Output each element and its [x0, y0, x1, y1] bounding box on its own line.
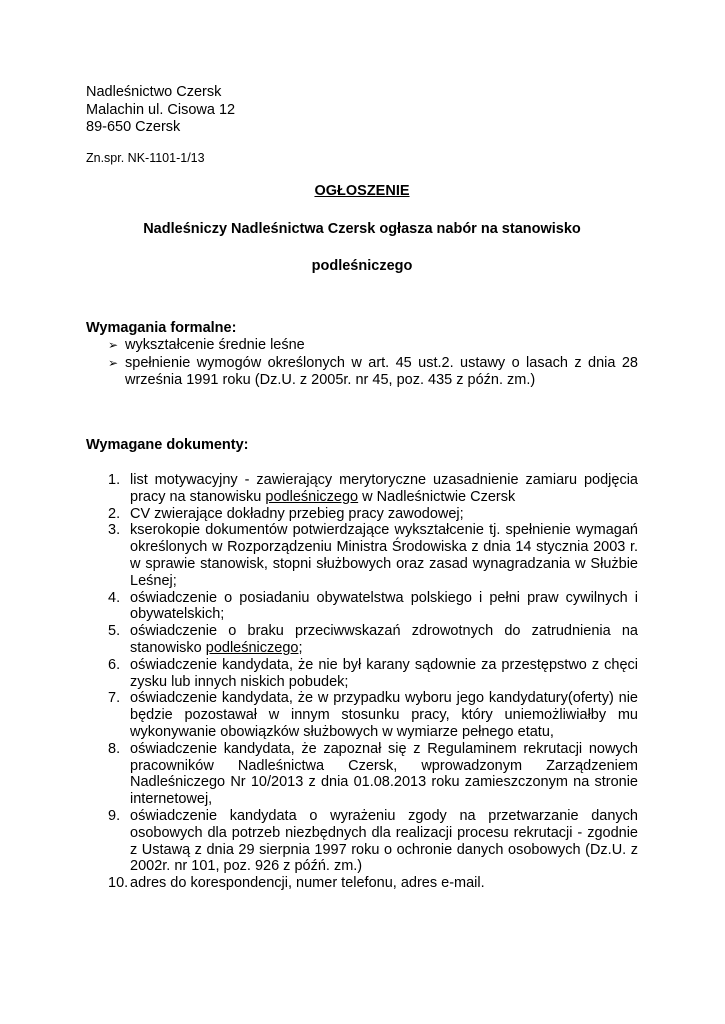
address-line-1: Nadleśnictwo Czersk [86, 84, 222, 100]
arrow-bullet-icon: ➢ [108, 338, 119, 352]
list-item [108, 690, 638, 740]
requirement-text: spełnienie wymogów określonych w art. 45 ust.2. ustawy o lasach z dnia 28 września 1991 roku (Dz.U. z 2005r. nr 45, poz. 435 z późn. zm.) [125, 354, 638, 388]
list-item [108, 808, 638, 875]
item-text: oświadczenie kandydata, że zapoznał się z Regulaminem rekrutacji nowych pracowników Nadleśnictwa Czersk, wprowadzonym Zarządzeniem Nadleśniczego Nr 10/2013 z dnia 01.08.2013 roku zamieszczonym na stronie internetowej, [130, 740, 638, 808]
address-line-2: Malachin ul. Cisowa 12 [86, 101, 236, 118]
item-text: CV zwierające dokładny przebieg pracy zawodowej; [130, 505, 464, 522]
announcement-subtitle-line-2: podleśniczego [311, 258, 413, 274]
item-number: 3. [108, 522, 121, 539]
list-item [108, 657, 638, 691]
item-text: kserokopie dokumentów potwierdzające wykształcenie tj. spełnienie wymagań określonych w Rozporządzeniu Ministra Środowiska z dnia 14 stycznia 2003 r. w sprawie stanowisk, stopni służbowych oraz zasad wynagradzania w Służbie Leśnej; [130, 522, 638, 589]
requirement-text: wykształcenie średnie leśne [125, 337, 305, 353]
item-text: oświadczenie kandydata o wyrażeniu zgody na przetwarzanie danych osobowych dla potrzeb niezbędnych dla realizacji procesu rekrutacji - zgodnie z Ustawą z dnia 29 sierpnia 1997 roku o ochronie danych osobowych (Dz.U. z 2002r. nr 101, poz. 926 z późń. zm.) [130, 807, 638, 875]
item-number: 1. [108, 472, 121, 488]
item-text: oświadczenie kandydata, że w przypadku wyboru jego kandydatury(oferty) nie będzie pozostawał w innym stosunku pracy, który uniemożliwiałby mu wykonywanie obowiązków służbowych w wymiarze pełnego etatu, [130, 690, 638, 740]
list-item [108, 623, 638, 657]
list-item [108, 506, 638, 523]
formal-requirements-list [108, 337, 638, 390]
document-title: OGŁOSZENIE [314, 183, 410, 199]
reference-number: Zn.spr. NK-1101-1/13 [86, 151, 205, 165]
item-text-end: w Nadleśnictwie Czersk [358, 488, 516, 505]
address-line-3: 89-650 Czersk [86, 119, 181, 135]
sender-address [86, 84, 235, 137]
required-documents-list [108, 472, 638, 892]
required-documents-heading: Wymagane dokumenty: [86, 437, 249, 453]
item-number: 2. [108, 505, 121, 522]
item-number: 4. [108, 589, 121, 606]
item-number: 7. [108, 690, 121, 707]
item-text: oświadczenie o posiadaniu obywatelstwa polskiego i pełni praw cywilnych i obywatelskich; [130, 589, 638, 623]
item-text: adres do korespondencji, numer telefonu, adres e-mail. [130, 875, 485, 892]
list-item [108, 522, 638, 589]
list-item [108, 875, 638, 892]
formal-requirements-heading: Wymagania formalne: [86, 320, 237, 336]
list-item [108, 472, 638, 506]
item-number: 5. [108, 623, 121, 640]
item-underlined-text: podleśniczego [265, 488, 359, 505]
item-text: oświadczenie o braku przeciwwskazań zdrowotnych do zatrudnienia na stanowisko [130, 623, 638, 656]
item-underlined-text: podleśniczego [205, 639, 299, 656]
item-number: 8. [108, 740, 121, 757]
announcement-subtitle-line-1: Nadleśniczy Nadleśnictwa Czersk ogłasza nabór na stanowisko [143, 221, 581, 237]
list-item [108, 590, 638, 624]
item-text-end: ; [298, 639, 303, 656]
list-item [108, 355, 638, 390]
arrow-bullet-icon: ➢ [108, 355, 119, 370]
item-text: oświadczenie kandydata, że nie był karany sądownie za przestępstwo z chęci zysku lub innych niskich pobudek; [130, 656, 638, 690]
list-item [108, 741, 638, 808]
item-number: 6. [108, 656, 121, 673]
list-item [108, 337, 638, 355]
item-number: 9. [108, 807, 121, 824]
item-number: 10. [108, 875, 129, 892]
item-text: list motywacyjny - zawierający merytoryczne uzasadnienie zamiaru podjęcia pracy na stanowisku [130, 472, 638, 505]
